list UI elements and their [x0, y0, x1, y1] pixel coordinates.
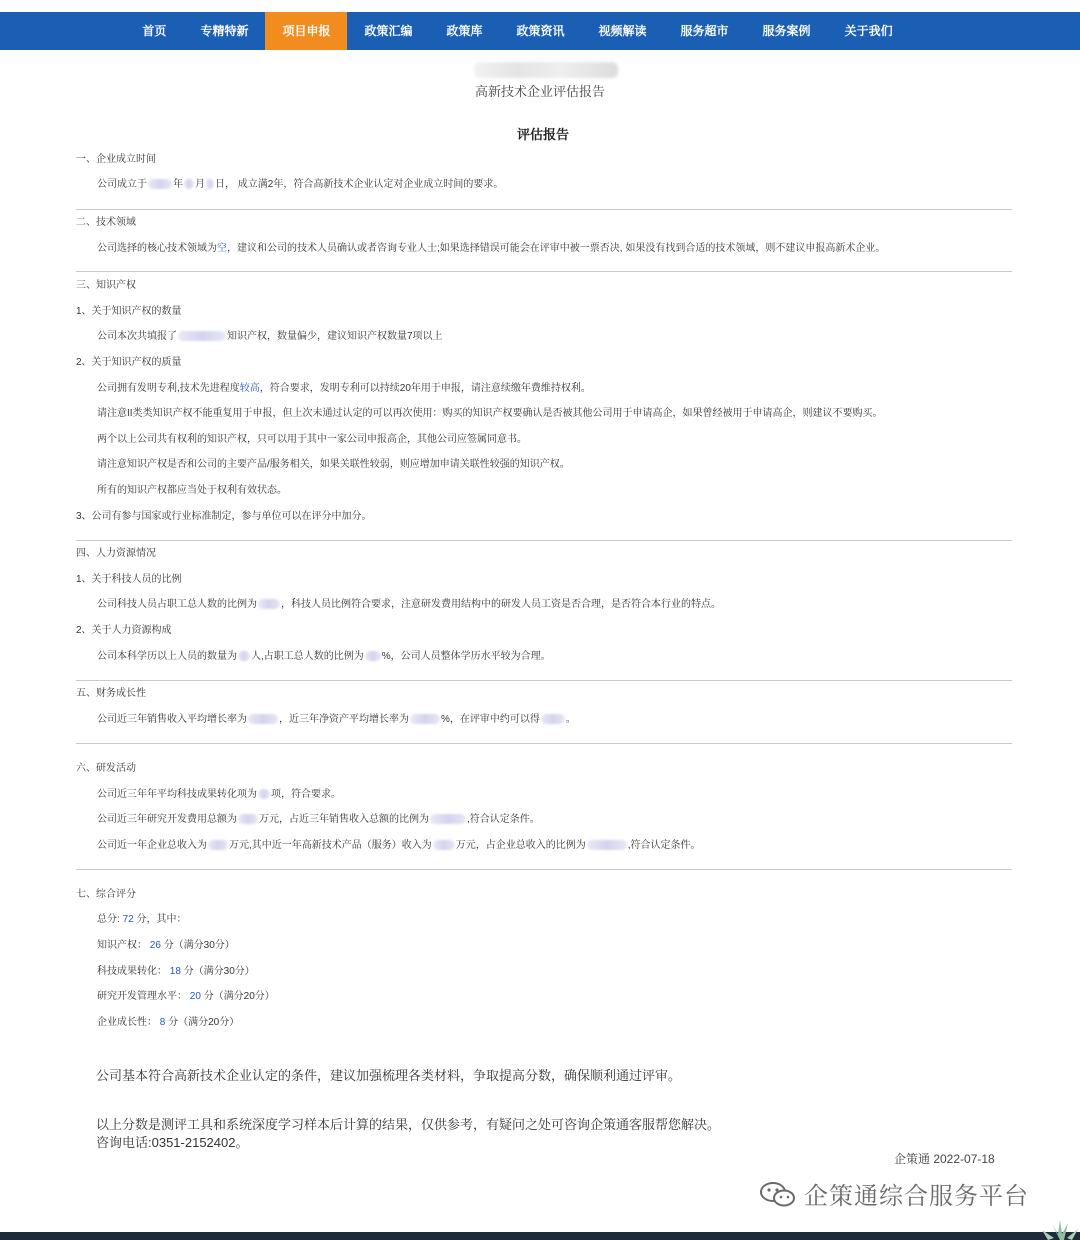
plant-icon [1040, 1218, 1080, 1240]
nav-item-3[interactable]: 政策汇编 [364, 24, 413, 38]
section-2-heading: 二、技术领域 [76, 217, 136, 228]
footer-bar [0, 1232, 1080, 1240]
signature: 企策通 2022-07-18 [894, 1152, 995, 1166]
section-6-text-2: 公司近三年研究开发费用总额为 万元，占近三年销售收入总额的比例为 ,符合认定条件。 [97, 814, 540, 825]
nav-item-7[interactable]: 服务超市 [680, 24, 729, 38]
section-3-heading: 三、知识产权 [76, 280, 136, 291]
section-6-text-3: 公司近一年企业总收入为 万元,其中近一年高新技术产品（服务）收入为 万元，占企业总收入的比例为 ,符合认定条件。 [97, 840, 701, 851]
score-growth: 企业成长性： 8 分（满分20分） [97, 1017, 240, 1028]
section-4-sub-2-text: 公司本科学历以上人员的数量为 人,占职工总人数的比例为 %，公司人员整体学历水平较为合理。 [97, 651, 551, 662]
company-name-redacted [474, 62, 618, 78]
conclusion-text: 公司基本符合高新技术企业认定的条件，建议加强梳理各类材料，争取提高分数，确保顺利通过评审。 [96, 1068, 682, 1083]
top-navigation [0, 12, 1080, 50]
nav-item-4[interactable]: 政策库 [446, 24, 483, 38]
score-total: 总分: 72 分，其中： [97, 914, 187, 925]
phone-text: 咨询电话:0351-2152402。 [96, 1135, 249, 1150]
nav-item-0[interactable]: 首页 [142, 24, 167, 38]
section-4-sub-1: 1、关于科技人员的比例 [76, 574, 182, 585]
watermark [758, 1176, 1029, 1211]
wechat-icon [758, 1179, 798, 1209]
divider [76, 743, 1012, 744]
section-1-text: 公司成立于 年 月 日， 成立满2年，符合高新技术企业认定对企业成立时间的要求。 [97, 179, 504, 190]
section-6-heading: 六、研发活动 [76, 763, 136, 774]
nav-item-1[interactable]: 专精特新 [200, 24, 249, 38]
watermark-text: 企策通综合服务平台 [804, 1183, 1029, 1210]
section-1-heading: 一、企业成立时间 [76, 154, 156, 165]
section-6-text-1: 公司近三年年平均科技成果转化项为 项，符合要求。 [97, 789, 341, 800]
divider [76, 540, 1012, 541]
section-2-text: 公司选择的核心技术领域为空，建议和公司的技术人员确认或者咨询专业人士;如果选择错误可能会在评审中被一票否决, 如果没有找到合适的技术领域，则不建议申报高新术企业。 [97, 243, 886, 254]
section-5-text: 公司近三年销售收入平均增长率为 ，近三年净资产平均增长率为 %，在评审中约可以得 。 [97, 714, 576, 725]
nav-menu [125, 12, 909, 50]
section-3-sub-2-text-3: 两个以上公司共有权利的知识产权，只可以用于其中一家公司申报高企，其他公司应签属同意书。 [97, 434, 527, 445]
score-tech-transfer: 科技成果转化： 18 分（满分30分） [97, 966, 255, 977]
section-3-sub-2: 2、关于知识产权的质量 [76, 357, 182, 368]
section-5-heading: 五、财务成长性 [76, 688, 146, 699]
section-3-sub-2-text-5: 所有的知识产权都应当处于权利有效状态。 [97, 485, 287, 496]
nav-item-8[interactable]: 服务案例 [762, 24, 811, 38]
section-3-sub-2-text-1: 公司拥有发明专利,技术先进程度较高，符合要求，发明专利可以持续20年用于申报，请注意续缴年费维持权利。 [97, 383, 591, 394]
divider [76, 271, 1012, 272]
divider [76, 209, 1012, 210]
disclaimer-text: 以上分数是测评工具和系统深度学习样本后计算的结果，仅供参考，有疑问之处可咨询企策通客服帮您解决。 [96, 1117, 721, 1132]
divider [76, 680, 1012, 681]
section-7-heading: 七、综合评分 [76, 889, 136, 900]
report-title: 评估报告 [516, 127, 569, 142]
divider [76, 869, 1012, 870]
section-4-heading: 四、人力资源情况 [76, 548, 156, 559]
nav-item-2[interactable]: 项目申报 [265, 12, 347, 50]
section-3-sub-3: 3、公司有参与国家或行业标准制定，参与单位可以在评分中加分。 [76, 511, 372, 522]
section-4-sub-1-text: 公司科技人员占职工总人数的比例为 ，科技人员比例符合要求，注意研发费用结构中的研发人员工资是否合理，是否符合本行业的特点。 [97, 599, 721, 610]
nav-item-6[interactable]: 视频解读 [598, 24, 647, 38]
score-ip: 知识产权： 26 分（满分30分） [97, 940, 235, 951]
score-rd-management: 研究开发管理水平： 20 分（满分20分） [97, 991, 275, 1002]
section-3-sub-1: 1、关于知识产权的数量 [76, 306, 182, 317]
nav-item-5[interactable]: 政策资讯 [516, 24, 565, 38]
section-3-sub-1-text: 公司本次共填报了 知识产权，数量偏少，建议知识产权数量7项以上 [97, 331, 443, 342]
section-4-sub-2: 2、关于人力资源构成 [76, 625, 172, 636]
nav-item-9[interactable]: 关于我们 [844, 24, 893, 38]
report-subtitle: 高新技术企业评估报告 [474, 84, 605, 99]
section-3-sub-2-text-4: 请注意知识产权是否和公司的主要产品/服务相关，如果关联性较弱，则应增加申请关联性较强的知识产权。 [97, 459, 570, 470]
section-3-sub-2-text-2: 请注意II类类知识产权不能重复用于申报，但上次未通过认定的可以再次使用：购买的知识产权要确认是否被其他公司用于申请高企，如果曾经被用于申请高企，则建议不要购买。 [97, 408, 883, 419]
